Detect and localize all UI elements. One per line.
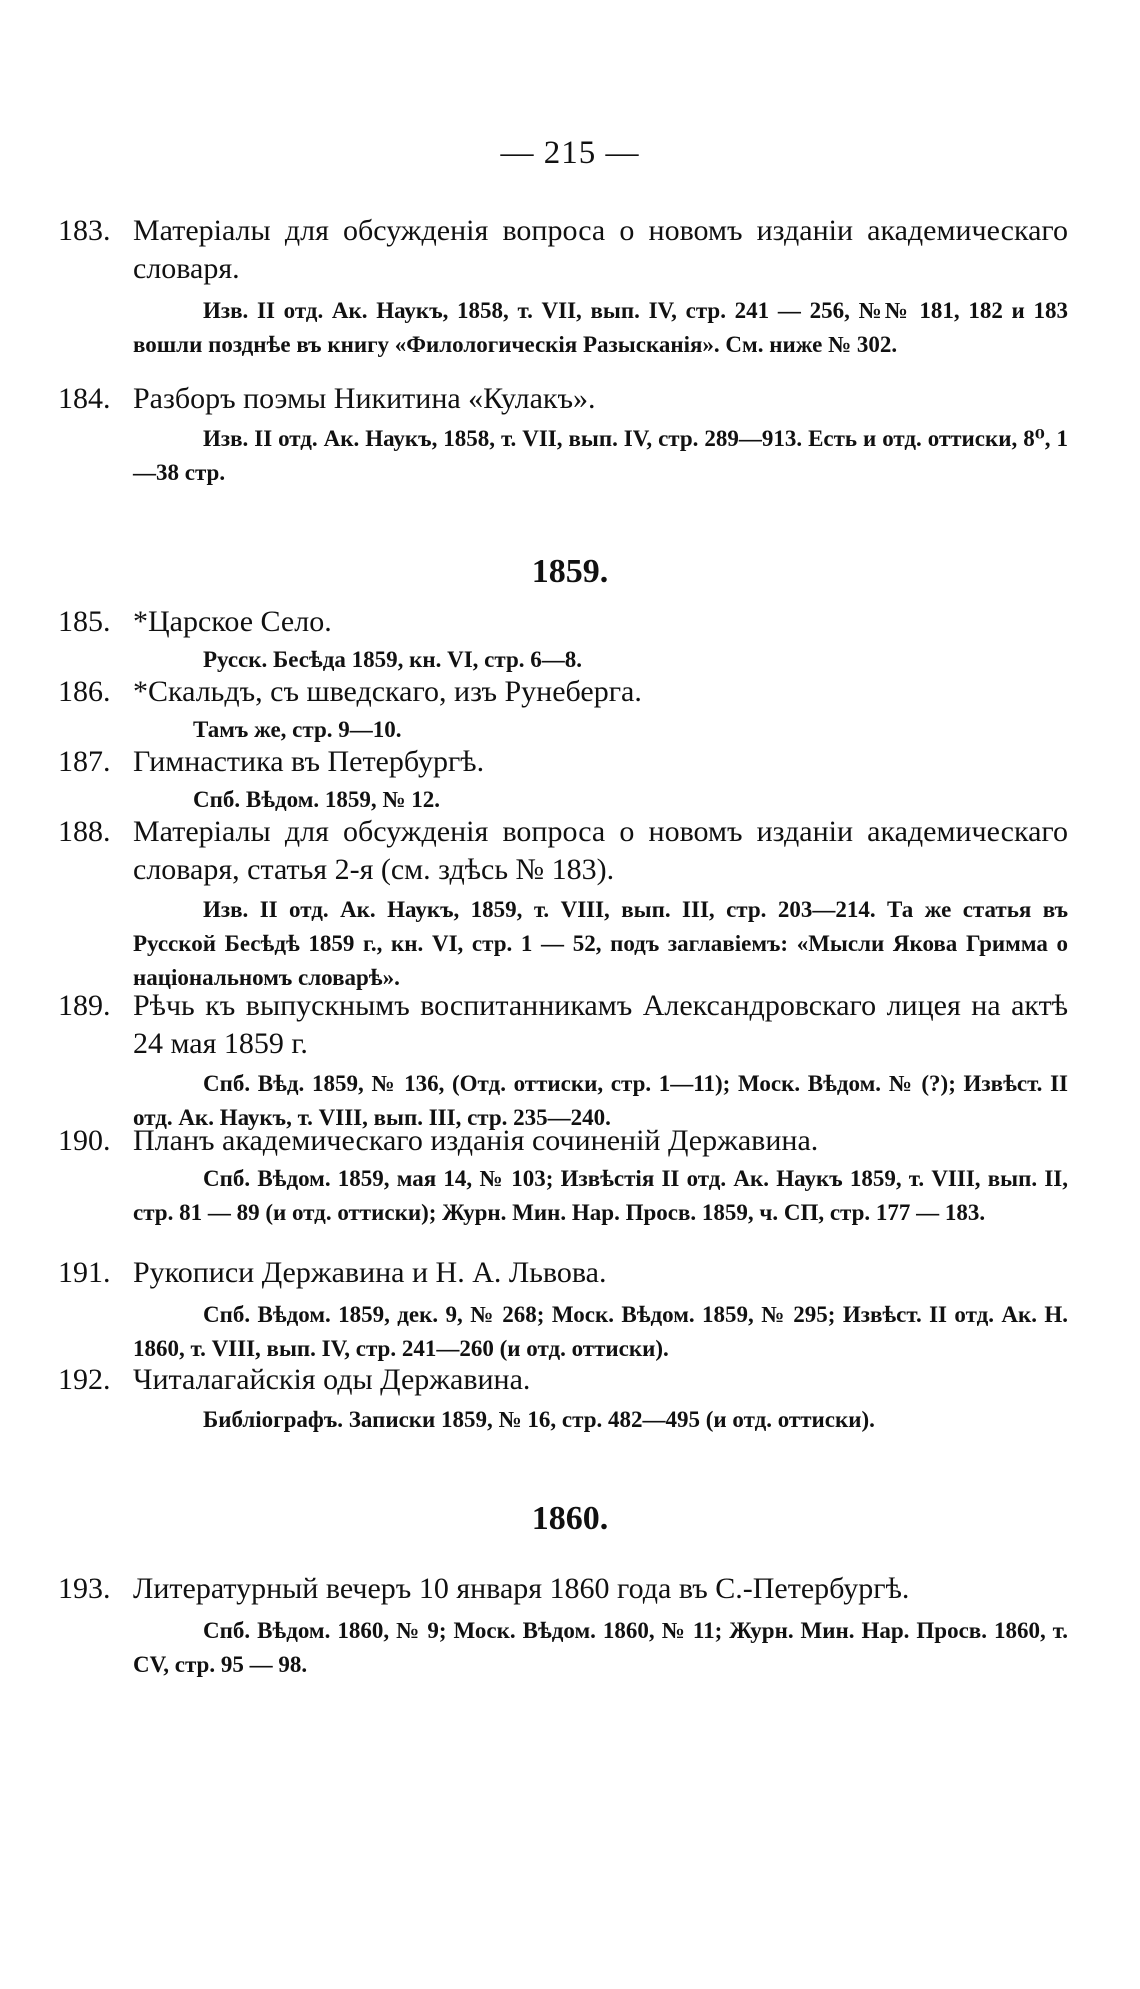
entry-title: Рѣчь къ выпускнымъ воспитанникамъ Александровскаго лицея на актѣ 24 мая 1859 г.	[133, 989, 1068, 1060]
entry-number: 187.	[58, 745, 111, 778]
entry-title: Матеріалы для обсужденія вопроса о новомъ изданіи академическаго словаря.	[133, 214, 1068, 285]
year-heading-1859: 1859.	[531, 553, 609, 590]
entry-title: Матеріалы для обсужденія вопроса о новомъ изданіи академическаго словаря, статья 2-я (см. здѣсь № 183).	[133, 815, 1068, 886]
entry-185	[58, 603, 1068, 677]
entry-193	[58, 1570, 1068, 1682]
entry-187	[58, 743, 1068, 817]
entry-number: 183.	[58, 214, 111, 247]
entry-number: 186.	[58, 675, 111, 708]
entry-190	[58, 1122, 1068, 1230]
entry-186	[58, 673, 1068, 747]
entry-title: Гимнастика въ Петербургѣ.	[133, 745, 485, 778]
entry-reference: Спб. Вѣдом. 1860, № 9; Моск. Вѣдом. 1860, № 11; Журн. Мин. Нар. Просв. 1860, т. CV, стр. 95 — 98.	[133, 1618, 1068, 1677]
entry-title: Литературный вечеръ 10 января 1860 года въ С.-Петербургѣ.	[133, 1572, 910, 1605]
entry-reference: Спб. Вѣдом. 1859, № 12.	[193, 787, 440, 812]
entry-title: Читалагайскія оды Державина.	[133, 1363, 531, 1396]
entry-reference: Библіографъ. Записки 1859, № 16, стр. 482—495 (и отд. оттиски).	[203, 1407, 875, 1432]
entry-number: 189.	[58, 989, 111, 1022]
entry-number: 185.	[58, 605, 111, 638]
page-number: — 215 —	[500, 135, 640, 171]
entry-title: *Царское Село.	[133, 605, 332, 638]
entry-title: *Скальдъ, съ шведскаго, изъ Рунеберга.	[133, 675, 642, 708]
entry-number: 184.	[58, 382, 111, 415]
entry-number: 188.	[58, 815, 111, 848]
entry-reference: Спб. Вѣд. 1859, № 136, (Отд. оттиски, стр. 1—11); Моск. Вѣдом. № (?); Извѣст. II отд. Ак. Наукъ, т. VIII, вып. III, стр. 235—240.	[133, 1071, 1068, 1130]
entry-title: Планъ академическаго изданія сочиненій Державина.	[133, 1124, 819, 1157]
entry-192	[58, 1361, 1068, 1437]
entry-183	[58, 212, 1068, 362]
entry-number: 193.	[58, 1572, 111, 1605]
entry-191	[58, 1254, 1068, 1366]
entry-reference: Изв. II отд. Ак. Наукъ, 1858, т. VII, вып. IV, стр. 289—913. Есть и отд. оттиски, 8⁰, 1—38 стр.	[133, 426, 1068, 485]
entry-184	[58, 380, 1068, 490]
entry-reference: Спб. Вѣдом. 1859, мая 14, № 103; Извѣстія II отд. Ак. Наукъ 1859, т. VIII, вып. II, стр. 81 — 89 (и отд. оттиски); Журн. Мин. Нар. Просв. 1859, ч. СП, стр. 177 — 183.	[133, 1166, 1068, 1225]
entry-reference: Тамъ же, стр. 9—10.	[193, 717, 402, 742]
entry-reference: Спб. Вѣдом. 1859, дек. 9, № 268; Моск. Вѣдом. 1859, № 295; Извѣст. II отд. Ак. Н. 1860, т. VIII, вып. IV, стр. 241—260 (и отд. оттиски).	[133, 1302, 1068, 1361]
entry-title: Рукописи Державина и Н. А. Львова.	[133, 1256, 607, 1289]
entry-title: Разборъ поэмы Никитина «Кулакъ».	[133, 382, 596, 415]
year-heading-1860: 1860.	[531, 1500, 609, 1537]
entry-189	[58, 987, 1068, 1135]
entry-reference: Изв. II отд. Ак. Наукъ, 1859, т. VIII, вып. III, стр. 203—214. Та же статья въ Русской Бесѣдѣ 1859 г., кн. VI, стр. 1 — 52, подъ заглавіемъ: «Мысли Якова Гримма о національномъ словарѣ».	[133, 897, 1068, 990]
entry-reference: Русск. Бесѣда 1859, кн. VI, стр. 6—8.	[203, 647, 582, 672]
entry-188	[58, 813, 1068, 995]
entry-number: 192.	[58, 1363, 111, 1396]
entry-reference: Изв. II отд. Ак. Наукъ, 1858, т. VII, вып. IV, стр. 241 — 256, №№ 181, 182 и 183 вошли позднѣе въ книгу «Филологическія Разысканія». См. ниже № 302.	[133, 298, 1068, 357]
entry-number: 190.	[58, 1124, 111, 1157]
entry-number: 191.	[58, 1256, 111, 1289]
